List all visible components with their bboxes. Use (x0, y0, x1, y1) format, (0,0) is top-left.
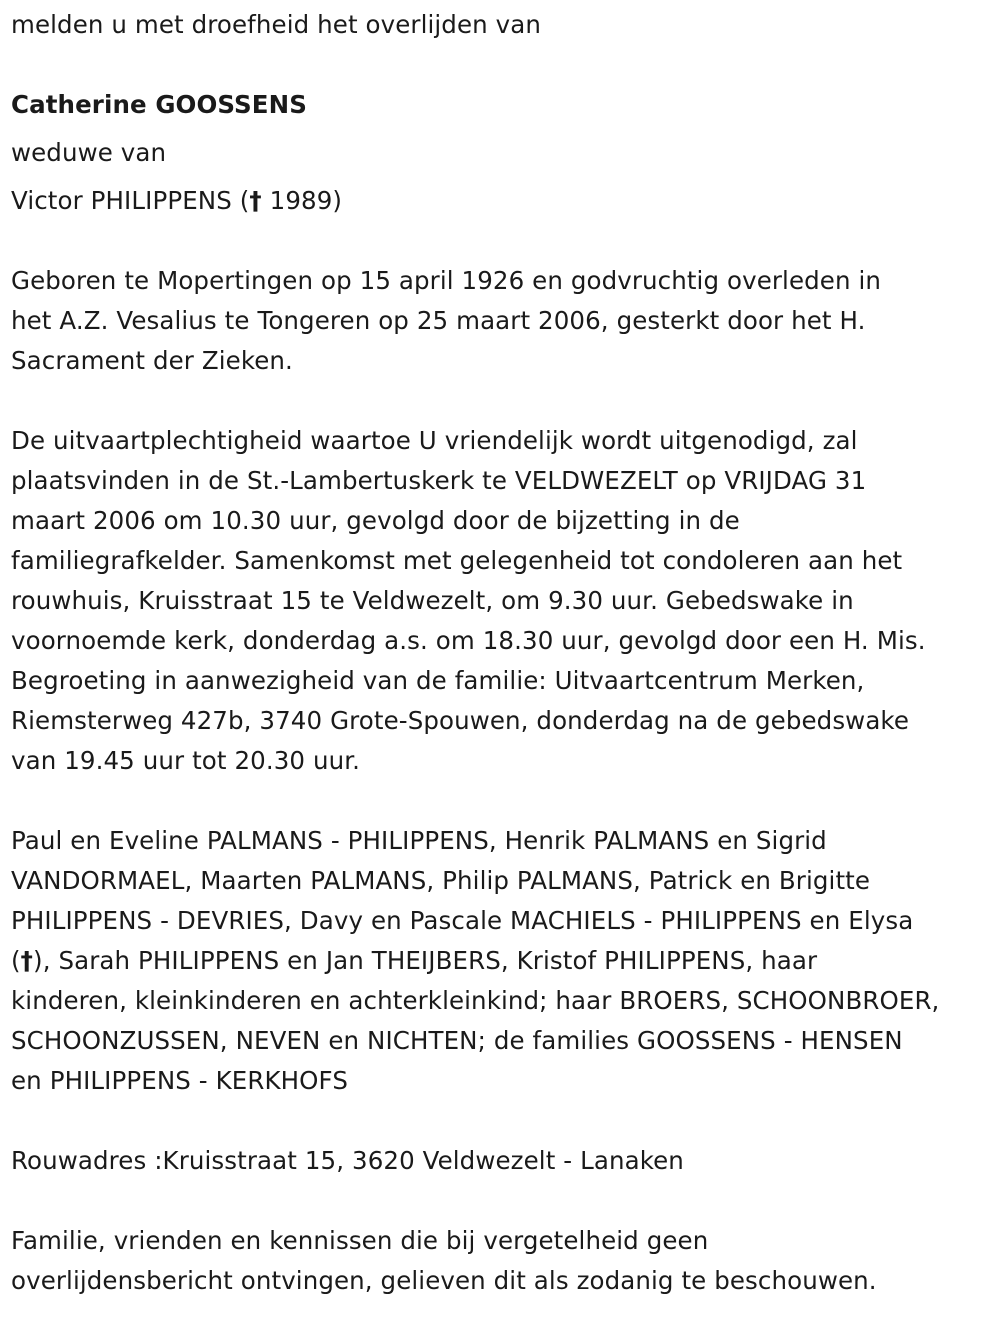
cross-icon: † (249, 186, 262, 215)
mourning-address: Rouwadres :Kruisstraat 15, 3620 Veldwezelt - Lanaken (11, 1146, 684, 1175)
paragraph-line (11, 941, 939, 981)
paragraph-line: kinderen, kleinkinderen en achterkleinkind; haar BROERS, SCHOONBROER, (11, 986, 940, 1015)
paragraph-line: voornoemde kerk, donderdag a.s. om 18.30 uur, gevolgd door een H. Mis. (11, 626, 926, 655)
paragraph-line: maart 2006 om 10.30 uur, gevolgd door de bijzetting in de (11, 506, 740, 535)
paragraph-line: familiegrafkelder. Samenkomst met gelegenheid tot condoleren aan het (11, 546, 903, 575)
paragraph-line: het A.Z. Vesalius te Tongeren op 25 maart 2006, gesterkt door het H. (11, 306, 866, 335)
intro-text: melden u met droefheid het overlijden van (11, 10, 541, 39)
born-paragraph (11, 261, 881, 381)
paragraph-line: SCHOONZUSSEN, NEVEN en NICHTEN; de families GOOSSENS - HENSEN (11, 1026, 903, 1055)
family-paragraph (11, 821, 939, 1101)
paragraph-line-rest: ), Sarah PHILIPPENS en Jan THEIJBERS, Kristof PHILIPPENS, haar (33, 946, 818, 975)
paragraph-line: Familie, vrienden en kennissen die bij vergetelheid geen (11, 1226, 709, 1255)
paragraph-line: Begroeting in aanwezigheid van de familie: Uitvaartcentrum Merken, (11, 666, 865, 695)
paren-open: ( (11, 946, 21, 975)
paragraph-line: De uitvaartplechtigheid waartoe U vriendelijk wordt uitgenodigd, zal (11, 426, 858, 455)
paragraph-line: van 19.45 uur tot 20.30 uur. (11, 746, 361, 775)
paragraph-line: PHILIPPENS - DEVRIES, Davy en Pascale MACHIELS - PHILIPPENS en Elysa (11, 906, 914, 935)
paragraph-line: plaatsvinden in de St.-Lambertuskerk te VELDWEZELT op VRIJDAG 31 (11, 466, 867, 495)
paragraph-line: en PHILIPPENS - KERKHOFS (11, 1066, 348, 1095)
notice-paragraph (11, 1221, 877, 1301)
paragraph-line: rouwhuis, Kruisstraat 15 te Veldwezelt, om 9.30 uur. Gebedswake in (11, 586, 854, 615)
husband-line (11, 181, 342, 221)
funeral-paragraph (11, 421, 926, 781)
husband-death-year: 1989) (269, 186, 343, 215)
paragraph-line: VANDORMAEL, Maarten PALMANS, Philip PALMANS, Patrick en Brigitte (11, 866, 871, 895)
husband-name: Victor PHILIPPENS ( (11, 186, 250, 215)
paragraph-line: overlijdensbericht ontvingen, gelieven dit als zodanig te beschouwen. (11, 1266, 877, 1295)
deceased-name: Catherine GOOSSENS (11, 90, 307, 119)
paragraph-line: Geboren te Mopertingen op 15 april 1926 en godvruchtig overleden in (11, 266, 881, 295)
cross-icon: † (20, 946, 34, 975)
paragraph-line: Paul en Eveline PALMANS - PHILIPPENS, Henrik PALMANS en Sigrid (11, 826, 827, 855)
widow-label: weduwe van (11, 138, 167, 167)
paragraph-line: Riemsterweg 427b, 3740 Grote-Spouwen, donderdag na de gebedswake (11, 706, 910, 735)
paragraph-line: Sacrament der Zieken. (11, 346, 293, 375)
